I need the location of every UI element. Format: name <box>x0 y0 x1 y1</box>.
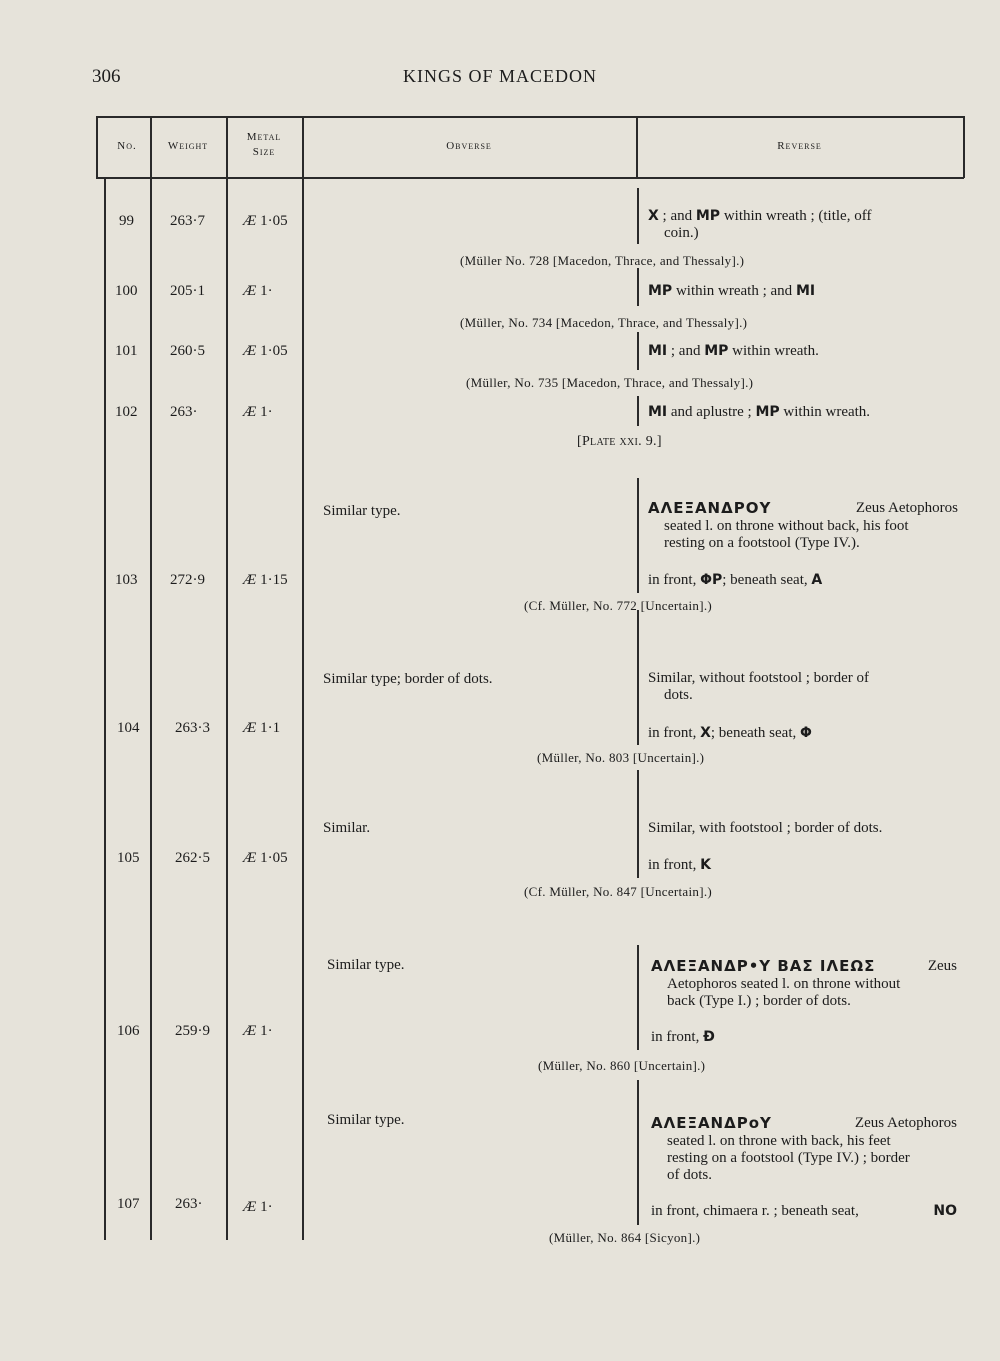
row-99-reverse: X ; and ΜΡ within wreath ; (title, off coin.) <box>648 208 872 241</box>
row-100-reference: (Müller, No. 734 [Macedon, Thrace, and Thessaly].) <box>460 315 748 330</box>
row-103-reverse: in front, ΦΡ; beneath seat, Α <box>648 572 823 588</box>
col-rule-metal <box>302 116 304 1240</box>
col-rule-right <box>963 116 965 178</box>
row-104-reverse: in front, X; beneath seat, Φ <box>648 725 812 741</box>
reverse-description: Similar, with footstool ; border of dots. <box>648 820 883 836</box>
row-103-reference: (Cf. Müller, No. 772 [Uncertain].) <box>524 598 713 613</box>
col-rule-weight <box>226 116 228 1240</box>
row-102-plate-reference: [Plate xxi. 9.] <box>577 434 662 449</box>
row-105-reference: (Cf. Müller, No. 847 [Uncertain].) <box>524 884 713 899</box>
monogram-icon: K <box>700 857 711 873</box>
reverse-rule <box>637 268 639 306</box>
col-rule-left <box>96 116 98 178</box>
row-106-reference: (Müller, No. 860 [Uncertain].) <box>538 1058 706 1073</box>
monogram-icon: ΦΡ <box>700 572 723 588</box>
header-reverse: Reverse <box>777 140 822 152</box>
reverse-rule <box>637 478 639 593</box>
header-no: No. <box>117 140 137 152</box>
header-size: Size <box>252 146 276 158</box>
monogram-icon: Ð <box>703 1029 715 1045</box>
row-106-weight: 259·9 <box>175 1023 210 1039</box>
row-107-reference: (Müller, No. 864 [Sicyon].) <box>549 1230 701 1245</box>
row-101-metal: Æ 1·05 <box>243 343 288 359</box>
row-107-weight: 263· <box>175 1196 203 1212</box>
header-obverse: Obverse <box>446 140 492 152</box>
monogram-icon: ΜΡ <box>695 208 721 224</box>
row-103-no: 103 <box>115 572 138 588</box>
row-102-weight: 263· <box>170 404 198 420</box>
obverse-description: Similar type. <box>327 1112 405 1128</box>
row-106-reverse: in front, Ð <box>651 1029 715 1045</box>
row-104-reference: (Müller, No. 803 [Uncertain].) <box>537 750 705 765</box>
row-104-weight: 263·3 <box>175 720 210 736</box>
row-103-weight: 272·9 <box>170 572 205 588</box>
header-weight: Weight <box>167 140 209 152</box>
monogram-icon: Α <box>811 572 823 588</box>
row-99-weight: 263·7 <box>170 213 205 229</box>
row-101-reverse: ΜΙ ; and ΜΡ within wreath. <box>648 343 819 359</box>
row-105-reverse: in front, K <box>648 857 711 873</box>
monogram-icon: ΝΟ <box>933 1203 957 1219</box>
row-102-metal: Æ 1· <box>243 404 273 420</box>
reverse-rule <box>637 332 639 370</box>
reverse-description: Similar, without footstool ; border of dots. <box>648 670 870 703</box>
monogram-icon: ΜΡ <box>755 404 780 420</box>
obverse-description: Similar type; border of dots. <box>323 671 493 687</box>
reverse-description: ΑΛΕΞΑΝΔΡΟΥ Zeus Aetophoros seated l. on throne without back, his foot resting on a footstool (Type IV.). <box>648 499 958 551</box>
row-107-no: 107 <box>117 1196 140 1212</box>
header-metal: Metal <box>246 131 282 143</box>
reverse-rule <box>637 770 639 878</box>
row-105-no: 105 <box>117 850 140 866</box>
row-100-weight: 205·1 <box>170 283 205 299</box>
row-99-no: 99 <box>119 213 134 229</box>
row-100-metal: Æ 1· <box>243 283 273 299</box>
row-100-no: 100 <box>115 283 138 299</box>
reverse-description: ΑΛΕΞΑΝΔΡοΥ Zeus Aetophoros seated l. on throne with back, his feet resting on a footstool (Type IV.) ; border of dots. <box>651 1114 957 1183</box>
row-99-reference: (Müller No. 728 [Macedon, Thrace, and Thessaly].) <box>460 253 745 268</box>
page-number: 306 <box>92 66 121 87</box>
row-103-metal: Æ 1·15 <box>243 572 288 588</box>
monogram-icon: ΜΡ <box>648 283 673 299</box>
row-102-no: 102 <box>115 404 138 420</box>
row-101-no: 101 <box>115 343 138 359</box>
row-105-weight: 262·5 <box>175 850 210 866</box>
reverse-rule <box>637 1080 639 1225</box>
reverse-rule <box>637 188 639 244</box>
row-104-no: 104 <box>117 720 140 736</box>
row-101-reference: (Müller, No. 735 [Macedon, Thrace, and Thessaly].) <box>466 375 754 390</box>
monogram-icon: ΜΡ <box>704 343 729 359</box>
reverse-description: ΑΛΕΞΑΝΔΡ•Υ ΒΑΣ ΙΛΕΩΣ Zeus Aetophoros seated l. on throne without back (Type I.) ; border of dots. <box>651 957 957 1009</box>
col-rule-left-body <box>104 178 106 1240</box>
obverse-description: Similar. <box>323 820 371 836</box>
row-106-metal: Æ 1· <box>243 1023 273 1039</box>
row-101-weight: 260·5 <box>170 343 205 359</box>
row-99-metal: Æ 1·05 <box>243 213 288 229</box>
reverse-rule <box>637 396 639 426</box>
row-105-metal: Æ 1·05 <box>243 850 288 866</box>
obverse-description: Similar type. <box>327 957 405 973</box>
running-title: KINGS OF MACEDON <box>402 66 597 86</box>
col-rule-no <box>150 116 152 1240</box>
row-107-reverse: in front, chimaera r. ; beneath seat, ΝΟ <box>651 1203 957 1219</box>
row-104-metal: Æ 1·1 <box>243 720 281 736</box>
reverse-rule <box>637 610 639 745</box>
reverse-rule <box>637 945 639 1050</box>
row-107-metal: Æ 1· <box>243 1199 273 1215</box>
row-106-no: 106 <box>117 1023 140 1039</box>
obverse-description: Similar type. <box>323 503 401 519</box>
row-100-reverse: ΜΡ within wreath ; and ΜΙ <box>648 283 816 299</box>
row-102-reverse: ΜΙ and aplustre ; ΜΡ within wreath. <box>648 404 871 420</box>
